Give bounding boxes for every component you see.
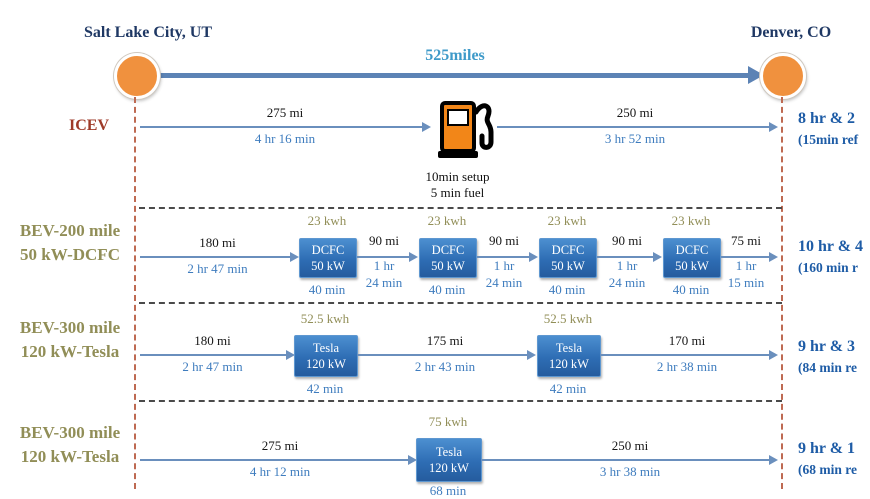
origin-node [114, 53, 160, 99]
destination-node [760, 53, 806, 99]
segment-time: 2 hr 47 min [187, 261, 248, 276]
total-recharge-time: (84 min re [798, 360, 857, 375]
origin-city-label: Salt Lake City, UT [83, 24, 212, 41]
row-label-bev200-line1: BEV-200 mile [19, 221, 121, 240]
total-recharge-time: (68 min re [798, 462, 857, 477]
charger-time: 42 min [306, 381, 344, 396]
charger-name: Tesla [435, 444, 463, 459]
hop-time-1: 1 hr [493, 258, 515, 273]
segment-arrowhead-icon [769, 455, 778, 465]
row-label-bev200-line2: 50 kW-DCFC [20, 245, 120, 264]
charger-name: Tesla [312, 340, 340, 355]
charger-box [419, 238, 477, 278]
fuel-stop-time: 5 min fuel [430, 185, 485, 200]
segment-line [600, 354, 771, 356]
charger-kwh: 23 kwh [427, 213, 467, 228]
row-label-bev300a-line1: BEV-300 mile [19, 318, 121, 337]
charger-name: DCFC [311, 242, 345, 257]
hop-time-2: 24 min [485, 275, 523, 290]
segment-distance: 250 mi [611, 438, 649, 453]
hop-distance: 75 mi [731, 233, 761, 248]
segment-distance: 250 mi [616, 105, 654, 120]
segment-time: 2 hr 43 min [414, 359, 476, 374]
total-distance-label: 525miles [425, 47, 485, 64]
segment-distance: 180 mi [194, 333, 231, 348]
charger-box [663, 238, 721, 278]
charger-name: DCFC [675, 242, 709, 257]
segment-line [140, 459, 412, 461]
hop-time-2: 24 min [608, 275, 646, 290]
charger-power: 120 kW [549, 357, 589, 371]
segment-arrowhead-icon [422, 122, 431, 132]
hop-time-2: 24 min [365, 275, 403, 290]
charger-name: Tesla [555, 340, 583, 355]
hop-time-1: 1 hr [616, 258, 638, 273]
segment-distance: 180 mi [199, 235, 236, 250]
row-label-bev300b-line1: BEV-300 mile [19, 423, 121, 442]
total-refuel-time: (15min ref [798, 132, 859, 147]
charger-box [294, 335, 358, 377]
segment-arrowhead-icon [769, 350, 778, 360]
total-recharge-time: (160 min r [798, 260, 858, 275]
fuel-stop-setup: 10min setup [425, 169, 490, 184]
segment-time: 3 hr 52 min [604, 131, 666, 146]
origin-dashed-guide [134, 97, 136, 489]
route-line [160, 73, 752, 78]
segment-line [357, 354, 531, 356]
charger-time: 40 min [308, 282, 346, 297]
hop-distance: 90 mi [369, 233, 399, 248]
charger-kwh: 23 kwh [307, 213, 347, 228]
row-divider-3 [139, 400, 782, 402]
segment-distance: 170 mi [668, 333, 706, 348]
row-label-icev: ICEV [68, 117, 109, 134]
segment-distance: 275 mi [261, 438, 299, 453]
destination-city-label: Denver, CO [750, 24, 832, 41]
segment-arrowhead-icon [769, 122, 778, 132]
charger-name: DCFC [431, 242, 465, 257]
row-label-bev300b-line2: 120 kW-Tesla [20, 447, 120, 466]
hop-distance: 90 mi [612, 233, 642, 248]
charger-name: DCFC [551, 242, 585, 257]
total-trip-time: 9 hr & 1 [798, 440, 856, 457]
charger-time: 40 min [428, 282, 466, 297]
destination-dashed-guide [781, 97, 783, 489]
charger-time: 40 min [548, 282, 586, 297]
segment-distance: 275 mi [266, 105, 304, 120]
segment-line [140, 354, 290, 356]
row-divider-2 [139, 302, 782, 304]
segment-time: 3 hr 38 min [599, 464, 661, 479]
segment-arrowhead-icon [527, 350, 536, 360]
segment-time: 2 hr 38 min [656, 359, 718, 374]
charger-power: 50 kW [431, 259, 465, 273]
hop-distance: 90 mi [489, 233, 519, 248]
segment-line [481, 459, 771, 461]
charger-power: 50 kW [675, 259, 709, 273]
segment-line [497, 126, 771, 128]
charger-box [299, 238, 357, 278]
charger-box [537, 335, 601, 377]
total-trip-time: 8 hr & 2 [798, 110, 856, 127]
segment-time: 4 hr 12 min [249, 464, 311, 479]
charger-kwh: 52.5 kwh [300, 311, 350, 326]
charger-box [539, 238, 597, 278]
segment-line [140, 256, 294, 258]
segment-arrowhead-icon [290, 252, 299, 262]
charger-kwh: 75 kwh [428, 414, 468, 429]
total-trip-time: 10 hr & 4 [798, 238, 864, 255]
row-label-bev300a-line2: 120 kW-Tesla [20, 342, 120, 361]
charger-kwh: 23 kwh [671, 213, 711, 228]
charger-power: 50 kW [551, 259, 585, 273]
hop-time-2: 15 min [727, 275, 765, 290]
charger-kwh: 52.5 kwh [543, 311, 593, 326]
segment-time: 4 hr 16 min [254, 131, 316, 146]
segment-time: 2 hr 47 min [182, 359, 243, 374]
fuel-pump-icon [436, 99, 494, 174]
segment-line [140, 126, 426, 128]
charger-time: 40 min [672, 282, 710, 297]
hop-time-1: 1 hr [373, 258, 395, 273]
charger-power: 120 kW [306, 357, 346, 371]
total-trip-time: 9 hr & 3 [798, 338, 856, 355]
row-divider-1 [139, 207, 782, 209]
charger-time: 68 min [429, 483, 467, 498]
charger-power: 50 kW [311, 259, 345, 273]
charger-power: 120 kW [429, 461, 469, 475]
charger-time: 42 min [549, 381, 587, 396]
charger-box [416, 438, 482, 482]
segment-distance: 175 mi [426, 333, 464, 348]
charger-kwh: 23 kwh [547, 213, 587, 228]
hop-time-1: 1 hr [735, 258, 757, 273]
